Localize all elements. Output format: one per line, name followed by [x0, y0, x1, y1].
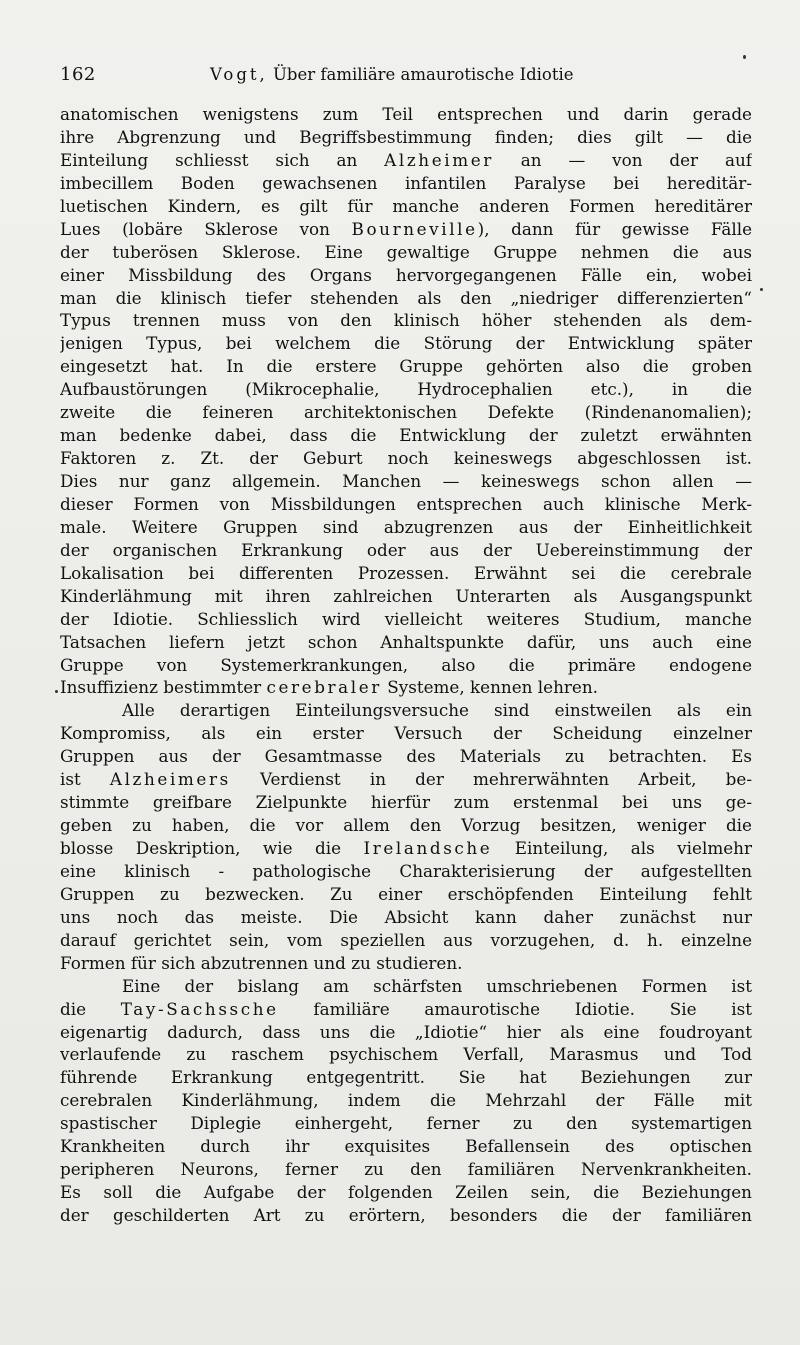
text-line: spastischer Diplegie einhergeht, ferner zu den systemartigen: [60, 1113, 752, 1134]
text-line: anatomischen wenigstens zum Teil entsprechen und darin gerade: [60, 104, 752, 124]
text-line: [60, 998, 752, 1021]
text-line: Gruppen aus der Gesamtmasse des Materials zu betrachten. Es: [60, 746, 752, 767]
spaced-name: Tay-Sachssche: [120, 998, 279, 1019]
text-line: Lokalisation bei differenten Prozessen. Erwähnt sei die cerebrale: [60, 562, 752, 583]
text-line: eine klinisch - pathologische Charakterisierung der aufgestellten: [60, 860, 752, 881]
text-line: Dies nur ganz allgemein. Manchen — keineswegs schon allen —: [60, 471, 752, 491]
text-segment: die: [60, 998, 121, 1019]
text-line: verlaufende zu raschem psychischem Verfall, Marasmus und Tod: [60, 1044, 752, 1065]
text-segment: familiäre amaurotische Idiotie. Sie ist: [278, 998, 752, 1019]
text-segment: blosse Deskription, wie die: [60, 838, 364, 858]
text-segment: Insuffizienz bestimmter: [60, 677, 267, 698]
text-line: geben zu haben, die vor allem den Vorzug besitzen, weniger die: [60, 815, 752, 836]
text-line: Faktoren z. Zt. der Geburt noch keineswegs abgeschlossen ist.: [60, 448, 752, 469]
text-line: Gruppen zu bezwecken. Zu einer erschöpfenden Einteilung fehlt: [60, 883, 752, 904]
running-head-author: Vogt,: [210, 65, 268, 84]
text-line: Typus trennen muss von den klinisch höher stehenden als dem-: [60, 310, 752, 331]
spaced-name: Alzheimer: [384, 149, 494, 170]
text-segment: ist: [60, 769, 110, 790]
text-line: Es soll die Aufgabe der folgenden Zeilen sein, die Beziehungen: [60, 1182, 752, 1203]
text-segment: Systeme, kennen lehren.: [381, 677, 599, 698]
text-line: der Idiotie. Schliesslich wird vielleicht weiteres Studium, manche: [60, 608, 752, 629]
print-speck: [760, 288, 763, 291]
text-line: Kompromiss, als ein erster Versuch der Scheidung einzelner: [60, 723, 752, 744]
page-number: 162: [60, 64, 96, 85]
text-line: ihre Abgrenzung und Begriffsbestimmung finden; dies gilt — die: [60, 126, 752, 147]
text-line: cerebralen Kinderlähmung, indem die Mehrzahl der Fälle mit: [60, 1090, 752, 1111]
text-segment: Einteilung, als vielmehr: [492, 838, 752, 858]
running-head-title: Über familiäre amaurotische Idiotie: [267, 65, 574, 84]
text-segment: Lues (lobäre Sklerose von: [60, 218, 352, 239]
text-line: male. Weitere Gruppen sind abzugrenzen aus der Einheitlichkeit: [60, 516, 752, 537]
text-line: zweite die feineren architektonischen Defekte (Rindenanomalien);: [60, 402, 752, 423]
spaced-name: Bourneville: [351, 218, 478, 239]
text-line: stimmte greifbare Zielpunkte hierfür zum erstenmal bei uns ge-: [60, 792, 752, 813]
text-line: man bedenke dabei, dass die Entwicklung der zuletzt erwähnten: [60, 425, 752, 446]
text-segment: an — von der auf: [493, 149, 752, 170]
text-line: einer Missbildung des Organs hervorgegangenen Fälle ein, wobei: [60, 264, 752, 285]
text-line: der organischen Erkrankung oder aus der Uebereinstimmung der: [60, 539, 752, 560]
text-line: führende Erkrankung entgegentritt. Sie hat Beziehungen zur: [60, 1067, 752, 1088]
text-line: eigenartig dadurch, dass uns die „Idiotie“ hier als eine foudroyant: [60, 1021, 752, 1042]
text-line: darauf gerichtet sein, vom speziellen aus vorzugehen, d. h. einzelne: [60, 929, 752, 950]
spaced-name: Irelandsche: [363, 838, 493, 858]
text-line: luetischen Kindern, es gilt für manche anderen Formen hereditärer: [60, 195, 752, 216]
text-line: peripheren Neurons, ferner zu den familiären Nervenkrankheiten.: [60, 1159, 752, 1180]
text-line: Aufbaustörungen (Mikrocephalie, Hydrocephalien etc.), in die: [60, 379, 752, 400]
text-line: Tatsachen liefern jetzt schon Anhaltspunkte dafür, uns auch eine: [60, 631, 752, 652]
page-header: [60, 64, 750, 90]
text-line: Krankheiten durch ihr exquisites Befallensein des optischen: [60, 1136, 752, 1157]
text-line: [60, 149, 752, 172]
text-line: [60, 837, 752, 860]
text-line: jenigen Typus, bei welchem die Störung der Entwicklung später: [60, 333, 752, 354]
print-speck: [743, 55, 746, 59]
text-line: man die klinisch tiefer stehenden als den „niedriger differenzierten“: [60, 287, 752, 308]
text-line: Formen für sich abzutrennen und zu studieren.: [60, 952, 463, 973]
text-line: der geschilderten Art zu erörtern, besonders die der familiären: [60, 1205, 752, 1225]
spaced-name: cerebraler: [266, 677, 382, 698]
text-line: der tuberösen Sklerose. Eine gewaltige Gruppe nehmen die aus: [60, 241, 752, 262]
text-line: Gruppe von Systemerkrankungen, also die primäre endogene: [60, 654, 752, 675]
text-line: Eine der bislang am schärfsten umschriebenen Formen ist: [122, 975, 752, 996]
text-line: [60, 768, 752, 791]
text-line: [60, 218, 752, 241]
text-line: Kinderlähmung mit ihren zahlreichen Unterarten als Ausgangspunkt: [60, 585, 752, 606]
text-line: dieser Formen von Missbildungen entsprechen auch klinische Merk-: [60, 493, 752, 514]
running-head: [210, 65, 574, 84]
print-speck: [55, 690, 58, 693]
text-line: uns noch das meiste. Die Absicht kann daher zunächst nur: [60, 906, 752, 927]
text-line: imbecillem Boden gewachsenen infantilen Paralyse bei hereditär-: [60, 172, 752, 193]
text-line: Alle derartigen Einteilungsversuche sind einstweilen als ein: [122, 700, 752, 721]
text-segment: Einteilung schliesst sich an: [60, 149, 385, 170]
text-segment: Verdienst in der mehrerwähnten Arbeit, be-: [230, 769, 752, 790]
spaced-name: Alzheimers: [109, 769, 231, 790]
text-line: [60, 676, 752, 699]
text-line: eingesetzt hat. In die erstere Gruppe gehörten also die groben: [60, 356, 752, 377]
body-text: [60, 103, 752, 1227]
text-segment: ), dann für gewisse Fälle: [477, 218, 752, 239]
